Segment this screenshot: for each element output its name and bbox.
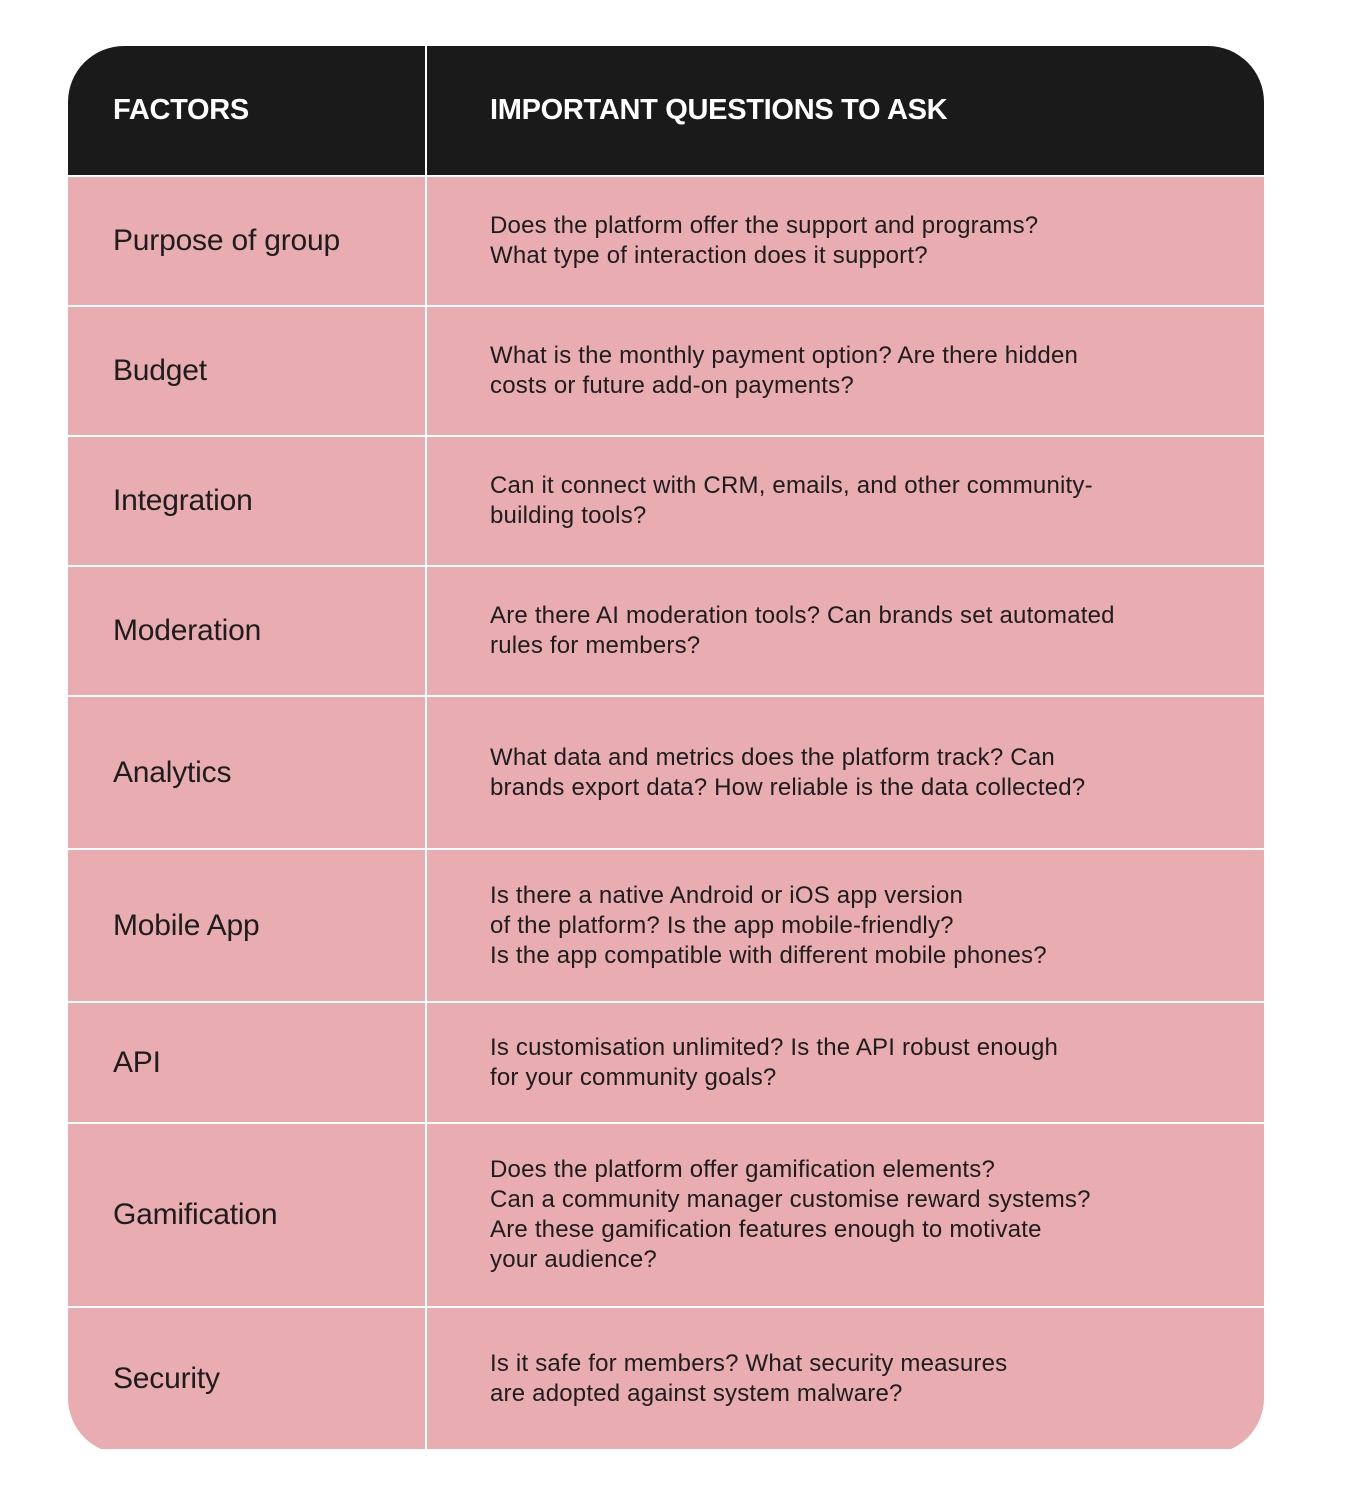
factor-cell: Purpose of group — [68, 177, 425, 305]
factor-cell: Budget — [68, 307, 425, 435]
factors-table — [68, 46, 1264, 1454]
question-cell: Does the platform offer the support and programs? What type of interaction does it support? — [427, 177, 1264, 305]
question-cell: Is there a native Android or iOS app version of the platform? Is the app mobile-friendly? Is the app compatible with different mobile phones? — [427, 850, 1264, 1001]
factor-cell: Mobile App — [68, 850, 425, 1001]
factor-cell: Analytics — [68, 697, 425, 848]
question-cell: Does the platform offer gamification elements? Can a community manager customise reward systems? Are these gamification features enough to motivate your audience? — [427, 1124, 1264, 1306]
factor-cell: Gamification — [68, 1124, 425, 1306]
question-cell: What is the monthly payment option? Are there hidden costs or future add-on payments? — [427, 307, 1264, 435]
question-cell: Is customisation unlimited? Is the API robust enough for your community goals? — [427, 1003, 1264, 1122]
factor-cell: Integration — [68, 437, 425, 565]
header-factors: FACTORS — [68, 46, 425, 175]
factor-cell: API — [68, 1003, 425, 1122]
question-cell: Can it connect with CRM, emails, and other community- building tools? — [427, 437, 1264, 565]
question-cell: Are there AI moderation tools? Can brands set automated rules for members? — [427, 567, 1264, 695]
question-cell: Is it safe for members? What security measures are adopted against system malware? — [427, 1308, 1264, 1449]
factor-cell: Security — [68, 1308, 425, 1449]
factor-cell: Moderation — [68, 567, 425, 695]
header-questions: IMPORTANT QUESTIONS TO ASK — [427, 46, 1264, 175]
question-cell: What data and metrics does the platform track? Can brands export data? How reliable is the data collected? — [427, 697, 1264, 848]
